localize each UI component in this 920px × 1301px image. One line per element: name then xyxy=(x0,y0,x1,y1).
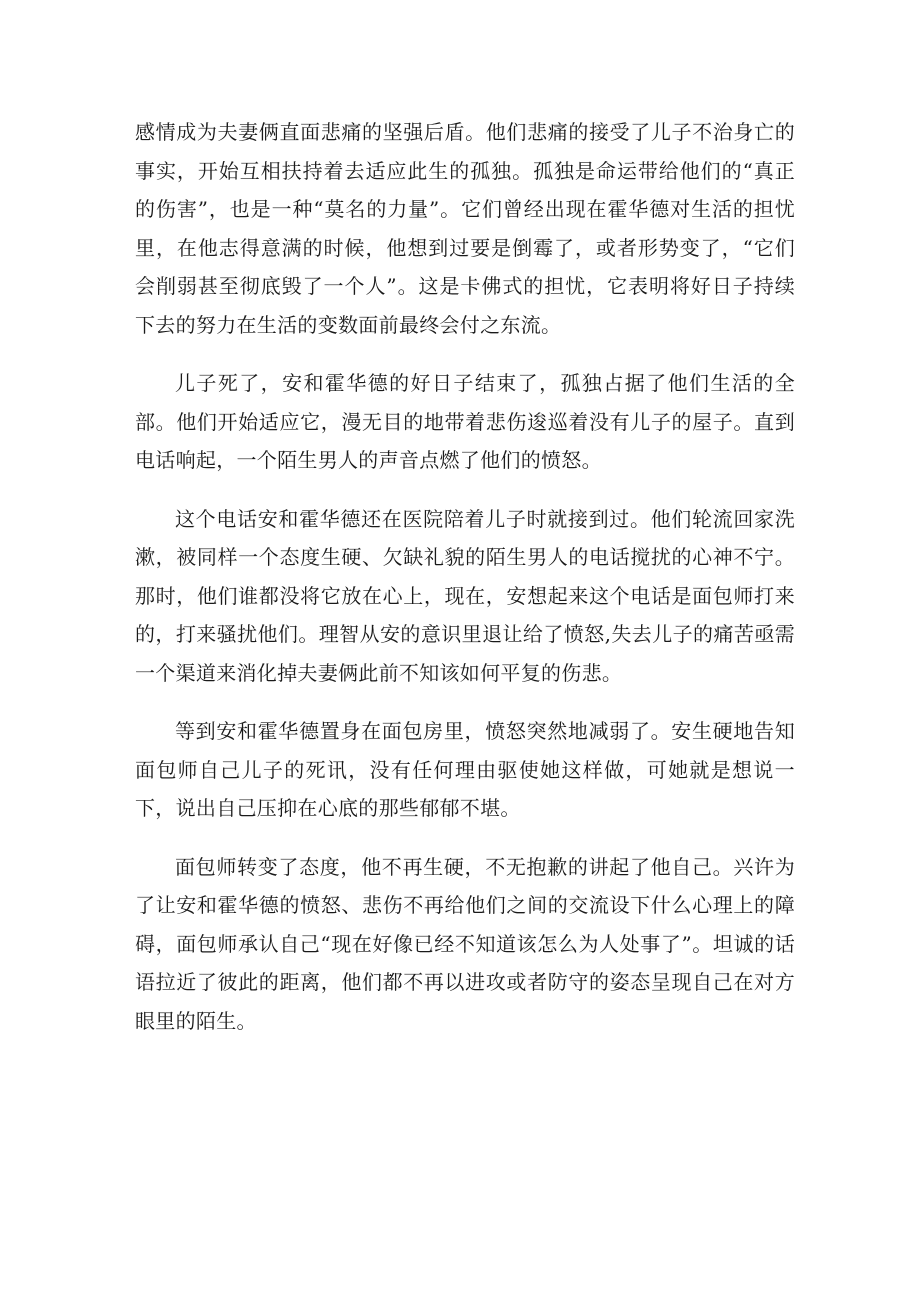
paragraph-gap xyxy=(135,344,795,364)
paragraph-5: 面包师转变了态度，他不再生硬，不无抱歉的讲起了他自己。兴许为了让安和霍华德的愤怒、悲伤不再给他们之间的交流设下什么心理上的障碍，面包师承认自己“现在好像已经不知道该怎么为人处事了”。坦诚的话语拉近了彼此的距离，他们都不再以进攻或者防守的姿态呈现自己在对方眼里的陌生。 xyxy=(135,854,795,1033)
paragraph-gap xyxy=(135,692,795,712)
paragraph-gap xyxy=(135,480,795,500)
paragraph-4: 等到安和霍华德置身在面包房里，愤怒突然地减弱了。安生硬地告知面包师自己儿子的死讯，没有任何理由驱使她这样做，可她就是想说一下，说出自己压抑在心底的那些郁郁不堪。 xyxy=(135,719,795,820)
paragraph-2: 儿子死了，安和霍华德的好日子结束了，孤独占据了他们生活的全部。他们开始适应它，漫无目的地带着悲伤逡巡着没有儿子的屋子。直到电话响起，一个陌生男人的声音点燃了他们的愤怒。 xyxy=(135,371,795,472)
document-body xyxy=(135,113,795,1040)
paragraph-3: 这个电话安和霍华德还在医院陪着儿子时就接到过。他们轮流回家洗漱，被同样一个态度生硬、欠缺礼貌的陌生男人的电话搅扰的心神不宁。那时，他们谁都没将它放在心上，现在，安想起来这个电话是面包师打来的，打来骚扰他们。理智从安的意识里退让给了愤怒,失去儿子的痛苦亟需一个渠道来消化掉夫妻俩此前不知该如何平复的伤悲。 xyxy=(135,506,795,685)
paragraph-1: 感情成为夫妻俩直面悲痛的坚强后盾。他们悲痛的接受了儿子不治身亡的事实，开始互相扶持着去适应此生的孤独。孤独是命运带给他们的“真正的伤害”，也是一种“莫名的力量”。它们曾经出现在霍华德对生活的担忧里，在他志得意满的时候，他想到过要是倒霉了，或者形势变了，“它们会削弱甚至彻底毁了一个人”。这是卡佛式的担忧，它表明将好日子持续下去的努力在生活的变数面前最终会付之东流。 xyxy=(135,120,795,337)
paragraph-gap xyxy=(135,828,795,848)
